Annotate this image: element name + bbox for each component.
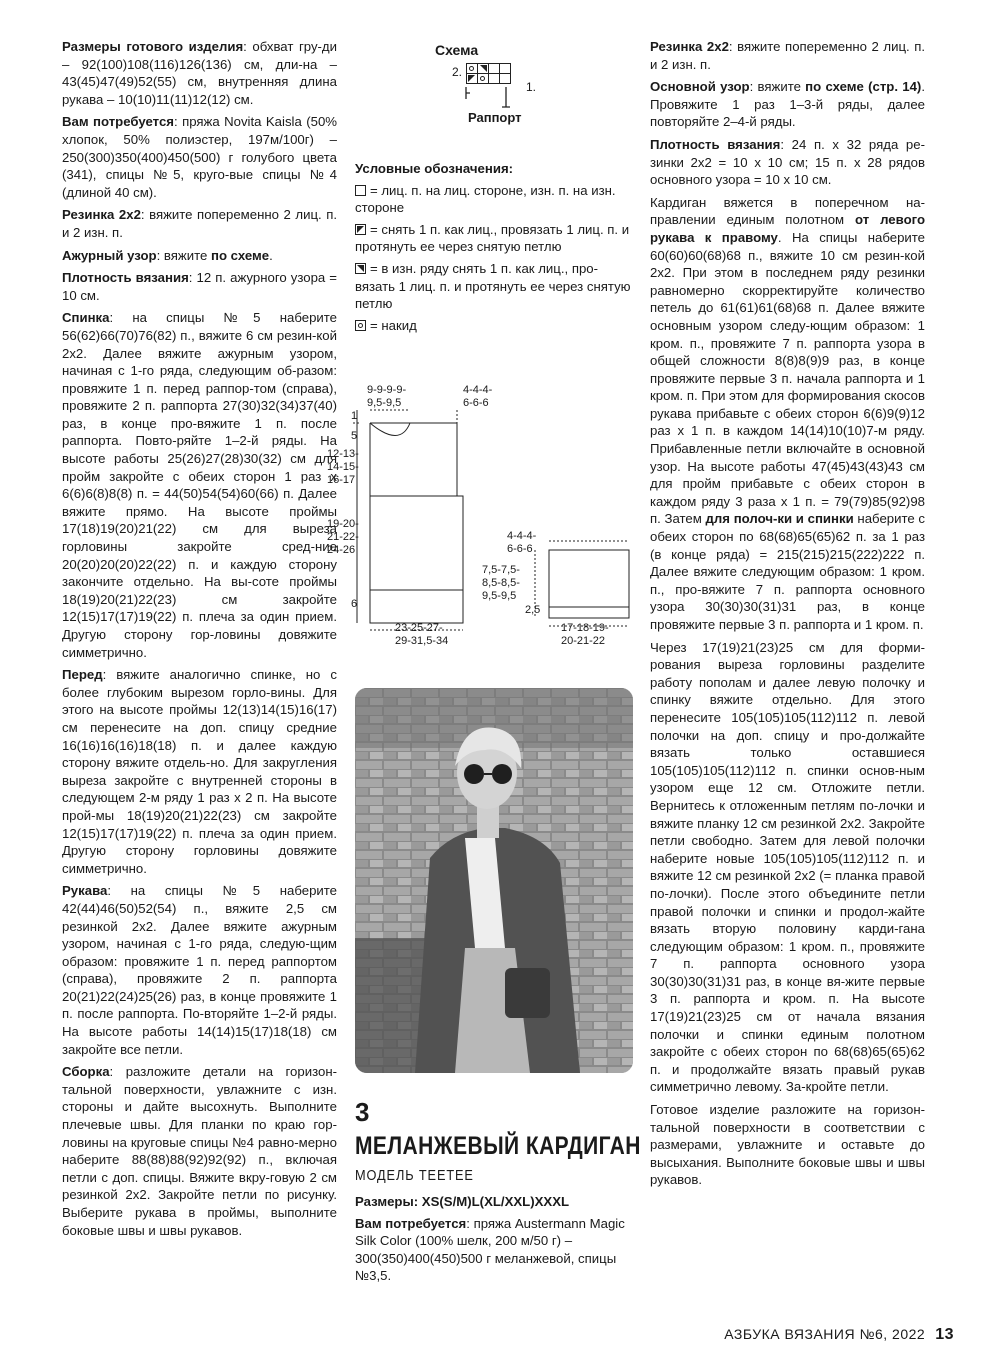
back-paragraph: Спинка: на спицы №5 наберите 56(62)66(70)76(82) п., вяжите 6 см резин-кой 2х2. Далее вяжите ажурным узором, начиная с 1-го ряда, следующим об-разом: провяжите 1 п. перед раппор-том (справа), провяжите 2 п. раппорта 27(30)32(34)37(40) раз, в конце про-вяжите 1 п. после раппорта. Повто-ряйте 1–2-й ряды. На высоте работы 25(26)27(28)30(32) см для пройм закройте с обеих сторон 1 раз х 6(6)6(8)8(8) п. = 44(50)54(54)60(66) п. Далее вяжите прямо. На высоте проймы 17(18)19(20)21(22) см для выреза горловины закройте сред-ние 20(20)20(20)22(22) п. и каждую сторону закончите отдельно. На вы-соте проймы 18(19)20(21)22(23) см закройте 12(15)17(17)19(22) п. плеча за один прием. Другую сторону гор-ловины довяжите симметрично.: [62, 310, 337, 660]
front-paragraph: Перед: вяжите аналогично спинке, но с более глубоким вырезом горло-вины. Для этого на высоте проймы 12(13)14(15)16(17) см перенесите на доп. спицу средние 16(16)16(16)18(18) п. и далее каждую сторону вяжите отдель-но. Для закругления выреза закройте с внутренней стороны в следующем 2-м ряду 1 раз х 2 п. На высоте прой-мы 18(19)20(21)22(23) см закройте 12(15)17(17)19(22) п. плеча за один прием. Другую сторону горловины довяжите симметрично.: [62, 667, 337, 876]
model-sizes: Размеры: XS(S/M)L(XL/XXL)XXXL: [355, 1194, 570, 1209]
dim-1-label: 1: [351, 410, 358, 422]
rapport-bracket: [462, 85, 522, 111]
photo-illustration: [355, 688, 633, 1073]
legend-item-ssk: = снять 1 п. как лиц., провязать 1 лиц. п. и протянуть ее через снятую петлю: [355, 221, 630, 255]
scheme-row-2: 2.: [452, 65, 463, 79]
scheme-cell: [499, 73, 511, 84]
model-photo: [355, 688, 633, 1073]
legend-item-ssk-wrong: = в изн. ряду снять 1 п. как лиц., про-вязать 1 лиц. п. и протянуть ее через снятую петлю: [355, 260, 631, 312]
dim-sleeve-width-label: 17-18-19- 20-21-22: [561, 622, 609, 647]
decrease-right-icon: [355, 224, 366, 235]
schematic-lines: [325, 378, 645, 648]
assembly-paragraph: Сборка: разложите детали на горизон-тальной поверхности, увлажните с изн. стороны и дайте высохнуть. Выполните плечевые швы. Для планки по краю гор-ловины на круговые спицы №4 равно-мерно наберите 88(88)88(92)92(92) п., включая петли с доп. спицы. Вяжите вкру-говую 2 см резинкой 2х2. Закройте петли по рисунку. Выберите рукава в проймы, выполните боковые швы и швы рукавов.: [62, 1064, 337, 1238]
dim-5-label: 5: [351, 430, 358, 442]
scheme-title: Схема: [435, 42, 479, 58]
dim-sleeve-rib-label: 2,5: [525, 604, 541, 616]
sleeves-paragraph: Рукава: на спицы №5 наберите 42(44)46(50)52(54) п., вяжите 2,5 см резинкой 2х2. Далее вяжите ажурным узором, начиная с 1-го ряда, следую-щим образом: провяжите 1 п. перед раппортом (справа), провяжите 2 п. раппорта 20(21)22(24)25(26) раз, в конце провяжите 1 п. после раппорта. По-вторяйте 1–2-й ряды. На высоте работы 14(14)15(17)18(18) см закройте все петли.: [62, 883, 337, 1057]
column-left: [62, 38, 337, 1244]
model-materials: Вам потребуется: пряжа Austermann Magic Silk Color (100% шелк, 200 м/50 г) – 300(350)400(450)500 г меланжевой, спицы №3,5.: [355, 1215, 625, 1284]
yarn-over-icon: [355, 320, 366, 331]
legend-item-yo: = накид: [355, 317, 633, 335]
column-right: [650, 38, 925, 1194]
page-footer: [724, 1326, 954, 1344]
gauge-paragraph-2: Плотность вязания: 24 п. х 32 ряда ре-зинки 2х2 = 10 х 10 см; 15 п. х 28 рядов основного узора = 10 х 10 см.: [650, 136, 925, 188]
model-title: МЕЛАНЖЕВЫЙ КАРДИГАН: [355, 1132, 641, 1160]
empty-cell-icon: [355, 185, 366, 196]
rapport-label: Раппорт: [468, 110, 522, 125]
lace-paragraph: Ажурный узор: вяжите по схеме.: [62, 247, 273, 263]
decrease-wrong-icon: [355, 263, 366, 274]
model-number: 3: [355, 1097, 370, 1127]
dim-body-label: 19-20- 21-22- 24-26: [327, 518, 359, 556]
decrease-right-icon: [467, 74, 477, 83]
gauge-paragraph: Плотность вязания: 12 п. ажурного узора = 10 см.: [62, 270, 337, 303]
legend: [355, 160, 633, 338]
dim-sleeve-height-label: 7,5-7,5- 8,5-8,5- 9,5-9,5: [482, 564, 520, 602]
sizes-paragraph: Размеры готового изделия: обхват гру-ди – 92(100)108(116)126(136) см, дли-на – 43(45)47(49)52(55) см, внутренняя длина рукава – 10(10)11(11)12(12) см.: [62, 39, 337, 107]
dim-neck-label: 9-9-9-9- 9,5-9,5: [367, 384, 407, 409]
dim-shoulder-label: 4-4-4- 6-6-6: [463, 384, 493, 409]
page-number: 13: [935, 1326, 954, 1343]
main-pattern-paragraph: Основной узор: вяжите по схеме (стр. 14). Провяжите 1 раз 1–3-й ряды, далее повторяйте 2–4-й ряды.: [650, 79, 925, 130]
dim-armhole-label: 12-13- 14-15- 16-17: [327, 448, 359, 486]
scheme-row-1: 1.: [526, 80, 537, 94]
cardigan-paragraph: Кардиган вяжется в поперечном на-правлении единым полотном от левого рукава к правому. На спицы наберите 60(60)60(68)68 п., вяжите 10 см резин-кой 2х2. При этом в последнем ряду резинки равномерно скорректируйте количество петель до 61(61)61(68)68 п. Далее вяжите основным узором следу-ющим образом: 1 кром. п., провяжите 7 п. раппорта узора в общей сложности 8(8)8(9)9 раз, в конце провяжите первые 3 п. начала раппорта и 1 кром. п. При этом для формирования скосов рукава прибавьте с обеих сторон 6(6)9(9)12 раз х 1 п. в каждом 14(14)10(10)7-м ряду. Прибавленные петли включайте в основной узор. На высоте работы 47(45)43(43)43 см для пройм прибавьте с обеих сторон в каждом ряду 3 раза х 1 п. = 79(79)85(92)98 п. Затем для полоч-ки и спинки наберите с обеих сторон по 68(68)65(65)62 п. за 1 раз (в конце ряда) = 215(215)215(222)222 п. Далее вяжите следующим образом: 1 кром. п., про-вяжите 7 п. раппорта основного узора 30(30)30(31)31 раз, в конце провяжите первые 3 п. раппорта и 1 кром. п.: [650, 194, 926, 632]
legend-item-knit: = лиц. п. на лиц. стороне, изн. п. на изн. стороне: [355, 182, 616, 216]
model-subtitle: МОДЕЛЬ TEETEE: [355, 1168, 474, 1184]
rib-paragraph: Резинка 2х2: вяжите попеременно 2 лиц. п. и 2 изн. п.: [62, 207, 338, 240]
dim-6-label: 6: [351, 598, 358, 610]
yarn-over-icon: [478, 74, 488, 83]
dim-sleeve-top-label: 4-4-4- 6-6-6: [507, 530, 537, 555]
pattern-schematic: [325, 378, 645, 648]
finishing-paragraph: Готовое изделие разложите на горизон-тальной поверхности в соответствии с размерами, увлажните и оставьте до высыхания. Выполните боковые швы и швы рукавов.: [650, 1102, 925, 1188]
decrease-wrong-icon: [478, 64, 488, 73]
neckline-paragraph: Через 17(19)21(23)25 см для форми-рования выреза горловины разделите работу пополам и далее левую полочку и спинку вяжите отдельно. Для этого перенесите 105(105)105(112)112 п. левой полочки на доп. спицу и про-должайте вязать только оставшиеся 105(105)105(112)112 п. спинки основ-ным узором еще 12 см. Отложите петли. Вернитесь к отложенным петлям по-лочки и вяжите планку 12 см резинкой 2х2. Закройте петли свободно. Затем для левой полочки наберите новые 105(105)105(112)112 п. и вяжите 12 см резинкой 2х2 (= планка правой по-лочки). После этого объедините петли правой полочки и спинки и продол-жайте вязать вторую половину карди-гана следующим образом: 1 кром. п., провяжите 7 п. раппорта основного узора 30(30)30(31)31 раз, в конце вя-жите первые 3 п. раппорта и кром. п. На высоте 17(19)21(23)25 см от начала вязания полочки и спинки единым полотном закройте с обеих сторон по 68(68)65(65)62 п. и продолжайте вязать правый рукав симметрично левому. За-кройте петли.: [650, 639, 925, 1095]
rib-paragraph-2: Резинка 2х2: вяжите попеременно 2 лиц. п. и 2 изн. п.: [650, 39, 926, 72]
yarn-over-icon: [467, 64, 477, 73]
dim-width-label: 23-25-27- 29-31,5-34: [395, 622, 449, 647]
materials-paragraph: Вам потребуется: пряжа Novita Kaisla (50% хлопок, 50% полиэстер, 197м/100г) – 250(300)350(400)450(500) г голубого цвета (341), спицы №5, круго-вые спицы №4 (длиной 40 см).: [62, 114, 338, 200]
legend-title: Условные обозначения:: [355, 161, 514, 176]
magazine-name: АЗБУКА ВЯЗАНИЯ №6, 2022: [724, 1326, 926, 1342]
model-specs: [355, 1193, 633, 1289]
